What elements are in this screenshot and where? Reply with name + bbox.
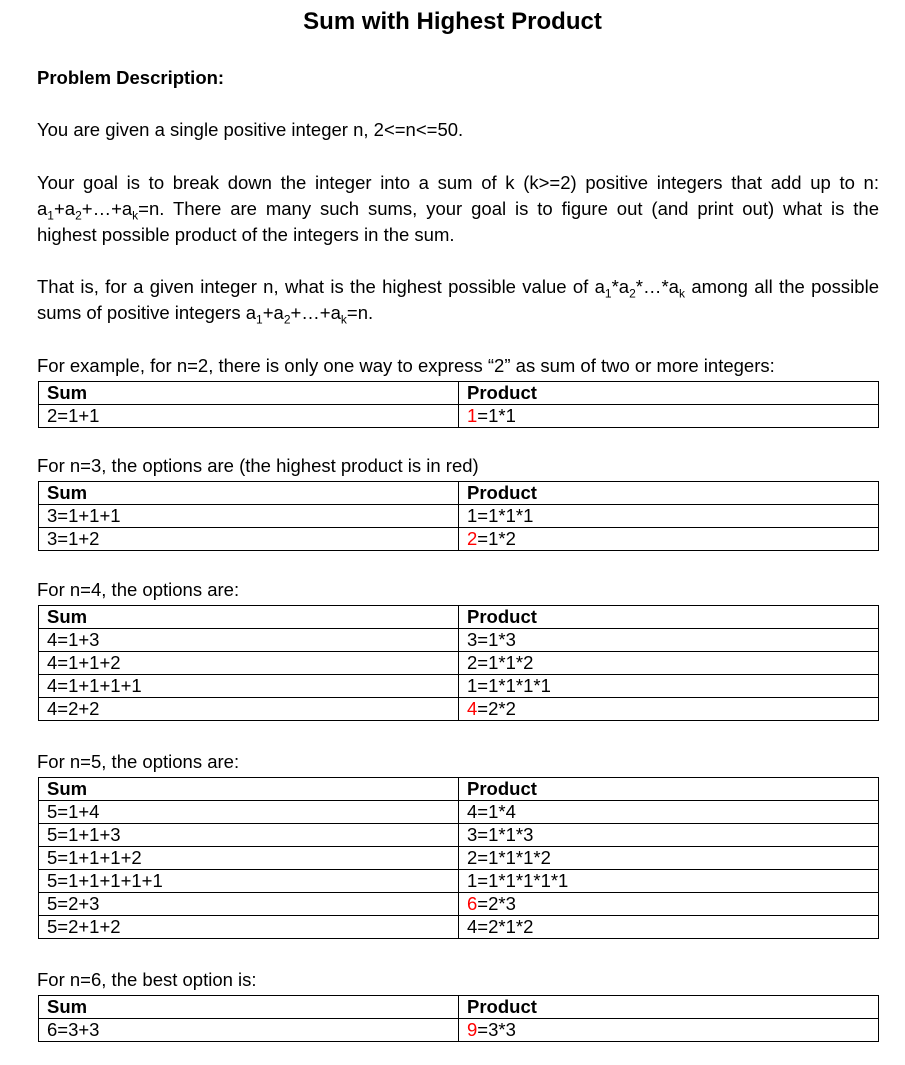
product-value: 3	[467, 824, 478, 845]
options-table-3	[38, 605, 879, 721]
table-row	[39, 893, 879, 916]
product-header: Product	[459, 482, 879, 505]
table-row	[39, 405, 879, 428]
sum-cell: 4=2+2	[39, 698, 459, 721]
sum-cell: 5=1+4	[39, 801, 459, 824]
table-header-row	[39, 606, 879, 629]
product-cell	[459, 652, 879, 675]
table-row	[39, 847, 879, 870]
sum-cell: 5=1+1+1+2	[39, 847, 459, 870]
sum-cell: 5=1+1+3	[39, 824, 459, 847]
example-intro-2: For n=3, the options are (the highest product is in red)	[37, 455, 479, 476]
sum-header: Sum	[39, 606, 459, 629]
product-expression: =1*1*1*1*1	[477, 870, 569, 891]
product-cell	[459, 870, 879, 893]
highest-product-value: 1	[467, 405, 478, 426]
table-row	[39, 801, 879, 824]
product-value: 4	[467, 801, 478, 822]
product-expression: =1*1*2	[477, 652, 534, 673]
example-intro-3: For n=4, the options are:	[37, 579, 240, 600]
product-expression: =1*1*3	[477, 824, 534, 845]
problem-description-heading: Problem Description:	[37, 67, 225, 88]
table-row	[39, 505, 879, 528]
product-cell	[459, 528, 879, 551]
sum-cell: 4=1+3	[39, 629, 459, 652]
example-intro-4: For n=5, the options are:	[37, 751, 240, 772]
product-cell	[459, 893, 879, 916]
table-header-row	[39, 382, 879, 405]
sum-cell: 4=1+1+1+1	[39, 675, 459, 698]
product-cell	[459, 847, 879, 870]
product-cell	[459, 916, 879, 939]
product-expression: =1*1*1*2	[477, 847, 551, 868]
product-value: 1	[467, 870, 478, 891]
product-cell	[459, 405, 879, 428]
highest-product-value: 4	[467, 698, 478, 719]
example-intro-5: For n=6, the best option is:	[37, 969, 257, 990]
product-expression: =2*2	[477, 698, 516, 719]
sum-cell: 3=1+2	[39, 528, 459, 551]
options-table-2	[38, 481, 879, 551]
sum-cell: 3=1+1+1	[39, 505, 459, 528]
table-header-row	[39, 996, 879, 1019]
product-header: Product	[459, 996, 879, 1019]
product-value: 3	[467, 629, 478, 650]
sum-cell: 2=1+1	[39, 405, 459, 428]
highest-product-value: 2	[467, 528, 478, 549]
sum-header: Sum	[39, 382, 459, 405]
product-expression: =2*3	[477, 893, 516, 914]
example-intro-1: For example, for n=2, there is only one way to express “2” as sum of two or more integers:	[37, 355, 775, 376]
table-row	[39, 528, 879, 551]
product-expression: =1*2	[477, 528, 516, 549]
product-header: Product	[459, 778, 879, 801]
table-row	[39, 870, 879, 893]
product-expression: =1*1*1	[477, 505, 534, 526]
table-row	[39, 824, 879, 847]
table-row	[39, 675, 879, 698]
product-cell	[459, 698, 879, 721]
highest-product-value: 6	[467, 893, 478, 914]
product-expression: =1*1	[477, 405, 516, 426]
product-cell	[459, 505, 879, 528]
options-table-4	[38, 777, 879, 939]
sum-cell: 4=1+1+2	[39, 652, 459, 675]
table-row	[39, 1019, 879, 1042]
options-table-5	[38, 995, 879, 1042]
product-header: Product	[459, 382, 879, 405]
table-row	[39, 652, 879, 675]
sum-cell: 5=1+1+1+1+1	[39, 870, 459, 893]
product-cell	[459, 801, 879, 824]
goal-paragraph: Your goal is to break down the integer into a sum of k (k>=2) positive integers that add up to n: $a_1+a_2+\dots+a_k=n$. There are many such sums, your goal is to figure out (and print out) what is the highest possible product of the integers in the sum.	[37, 172, 879, 245]
restatement-paragraph: That is, for a given integer n, what is the highest possible value of $a_1*a_2*\dots*a_k$ among all the possible sums of positive integers $a_1+a_2+\dots+a_k=n$.	[37, 276, 879, 327]
table-row	[39, 916, 879, 939]
product-expression: =1*3	[477, 629, 516, 650]
sum-cell: 5=2+1+2	[39, 916, 459, 939]
product-cell	[459, 675, 879, 698]
highest-product-value: 9	[467, 1019, 478, 1040]
product-expression: =3*3	[477, 1019, 516, 1040]
product-value: 1	[467, 675, 478, 696]
sum-cell: 6=3+3	[39, 1019, 459, 1042]
product-value: 4	[467, 916, 478, 937]
sum-header: Sum	[39, 778, 459, 801]
options-table-1	[38, 381, 879, 428]
product-cell	[459, 1019, 879, 1042]
page-title: Sum with Highest Product	[303, 8, 602, 35]
sum-cell: 5=2+3	[39, 893, 459, 916]
product-cell	[459, 824, 879, 847]
product-value: 2	[467, 847, 478, 868]
product-cell	[459, 629, 879, 652]
product-header: Product	[459, 606, 879, 629]
table-header-row	[39, 482, 879, 505]
product-value: 2	[467, 652, 478, 673]
table-row	[39, 629, 879, 652]
product-expression: =2*1*2	[477, 916, 534, 937]
constraint-paragraph: You are given a single positive integer n, 2<=n<=50.	[37, 119, 464, 140]
sum-header: Sum	[39, 996, 459, 1019]
table-header-row	[39, 778, 879, 801]
table-row	[39, 698, 879, 721]
sum-header: Sum	[39, 482, 459, 505]
product-value: 1	[467, 505, 478, 526]
product-expression: =1*4	[477, 801, 516, 822]
product-expression: =1*1*1*1	[477, 675, 551, 696]
